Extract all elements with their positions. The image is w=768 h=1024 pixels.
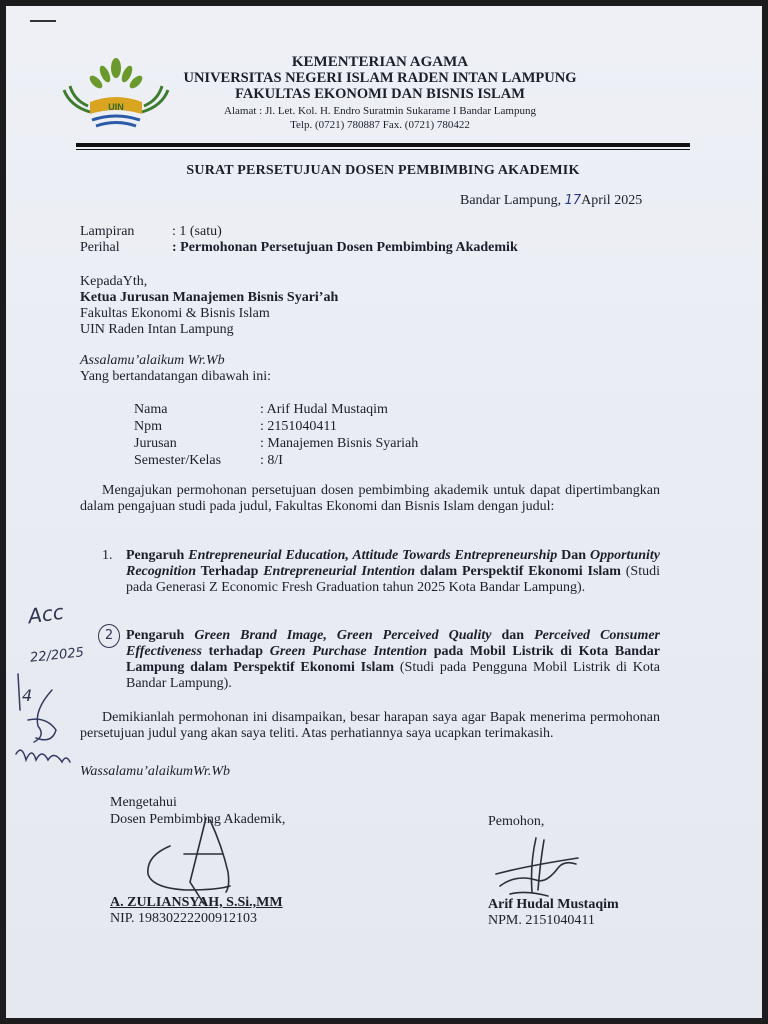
date-prefix: Bandar Lampung,: [460, 193, 565, 208]
circled-number-text: 2: [104, 628, 114, 643]
lampiran-label: Lampiran: [80, 224, 135, 239]
recipient-faculty: Fakultas Ekonomi & Bisnis Islam: [80, 306, 270, 321]
letter-date: [460, 193, 642, 209]
corner-mark: [30, 20, 56, 22]
title-2-part: pada Mobil Listrik di Kota Bandar Lampung dalam Perspektif Ekonomi Islam: [126, 644, 660, 675]
handwritten-date: 22/2025: [29, 645, 85, 666]
address-line: Alamat : Jl. Let. Kol. H. Endro Suratmin Sukarame I Bandar Lampung: [224, 105, 536, 117]
lampiran-value: : 1 (satu): [172, 224, 222, 239]
title-1-part: Pengaruh: [126, 548, 189, 563]
sign-left-label2: Dosen Pembimbing Akademik,: [110, 812, 286, 827]
document-title: SURAT PERSETUJUAN DOSEN PEMBIMBING AKADEMIK: [186, 163, 580, 178]
title-2-part: Pengaruh: [126, 628, 195, 643]
ministry-title: KEMENTERIAN AGAMA: [291, 54, 469, 70]
sign-left-id: NIP. 19830222200912103: [110, 911, 258, 926]
header-rule-thick: [76, 143, 690, 147]
student-info-label: Npm: [134, 419, 162, 434]
sign-right-label: Pemohon,: [488, 814, 545, 829]
date-day-handwritten: 17: [564, 193, 582, 208]
closing-paragraph: Demikianlah permohonan ini disampaikan, besar harapan saya agar Bapak menerima permohonan persetujuan judul yang akan saya teliti. Atas perhatiannya saya ucapkan terimakasih.: [80, 710, 660, 741]
handwritten-month: 4: [22, 686, 33, 705]
faculty-title: FAKULTAS EKONOMI DAN BISNIS ISLAM: [235, 86, 525, 102]
logo-text: UIN: [108, 102, 124, 112]
header-rule-thin: [76, 149, 690, 150]
intro-line: Yang bertandatangan dibawah ini:: [80, 369, 272, 384]
student-info-value: : 2151040411: [260, 419, 337, 434]
title-number-1: 1.: [102, 548, 113, 563]
title-2-part: (Studi pada Pengguna Mobil Listrik di Kota Bandar Lampung).: [126, 660, 660, 691]
perihal-label: Perihal: [80, 240, 120, 255]
handwritten-margin-signature: [12, 670, 76, 780]
advisor-signature: [126, 816, 266, 916]
title-2-part: terhadap: [201, 644, 270, 659]
student-info-value: : Arif Hudal Mustaqim: [260, 402, 388, 417]
salam-closing: Wassalamu’alaikumWr.Wb: [80, 764, 230, 779]
student-info-value: : 8/I: [260, 453, 283, 468]
title-1-part: Entrepreneurial Intention: [263, 564, 416, 579]
student-info-label: Nama: [134, 402, 168, 417]
request-paragraph: Mengajukan permohonan persetujuan dosen pembimbing akademik untuk dapat dipertimbangkan dalam pengajuan studi pada judul, Fakultas Ekonomi dan Bisnis Islam dengan judul:: [80, 483, 660, 514]
recipient-university: UIN Raden Intan Lampung: [80, 322, 234, 337]
recipient-name: Ketua Jurusan Manajemen Bisnis Syari’ah: [80, 290, 339, 305]
sign-right-name: Arif Hudal Mustaqim: [488, 897, 619, 912]
student-info-value: : Manajemen Bisnis Syariah: [260, 436, 419, 451]
university-title: UNIVERSITAS NEGERI ISLAM RADEN INTAN LAMPUNG: [183, 70, 577, 86]
phone-line: Telp. (0721) 780887 Fax. (0721) 780422: [290, 119, 470, 131]
title-1-part: dalam Perspektif Ekonomi Islam: [415, 564, 621, 579]
recipient-greeting: KepadaYth,: [80, 274, 148, 289]
title-item-1: [126, 548, 660, 596]
title-item-2: [126, 628, 660, 692]
student-info-label: Jurusan: [134, 436, 177, 451]
date-suffix: April 2025: [581, 193, 643, 208]
applicant-signature: [486, 834, 596, 904]
sign-right-id: NPM. 2151040411: [488, 913, 595, 928]
title-1-part: Dan: [557, 548, 590, 563]
title-2-part: Perceived Consumer Effectiveness: [126, 628, 660, 659]
title-1-part: Entrepreneurial Education, Attitude Towards Entrepreneurship: [188, 548, 558, 563]
letter-paper: [6, 6, 762, 1018]
salam-opening: Assalamu’alaikum Wr.Wb: [80, 353, 225, 368]
sign-left-name: A. ZULIANSYAH, S.Si.,MM: [110, 895, 283, 910]
title-1-part: Opportunity Recognition: [126, 548, 660, 579]
handwritten-acc: Acc: [26, 599, 66, 629]
student-info-label: Semester/Kelas: [134, 453, 222, 468]
sign-left-label1: Mengetahui: [110, 795, 177, 810]
title-2-part: Green Purchase Intention: [269, 644, 428, 659]
title-2-part: Green Brand Image, Green Perceived Quality: [194, 628, 492, 643]
title-1-part: Terhadap: [196, 564, 264, 579]
title-2-part: dan: [491, 628, 535, 643]
handwritten-circled-number: [98, 624, 120, 648]
perihal-value: : Permohonan Persetujuan Dosen Pembimbing Akademik: [172, 240, 518, 255]
title-1-part: (Studi pada Generasi Z Economic Fresh Graduation tahun 2025 Kota Bandar Lampung).: [126, 564, 660, 595]
